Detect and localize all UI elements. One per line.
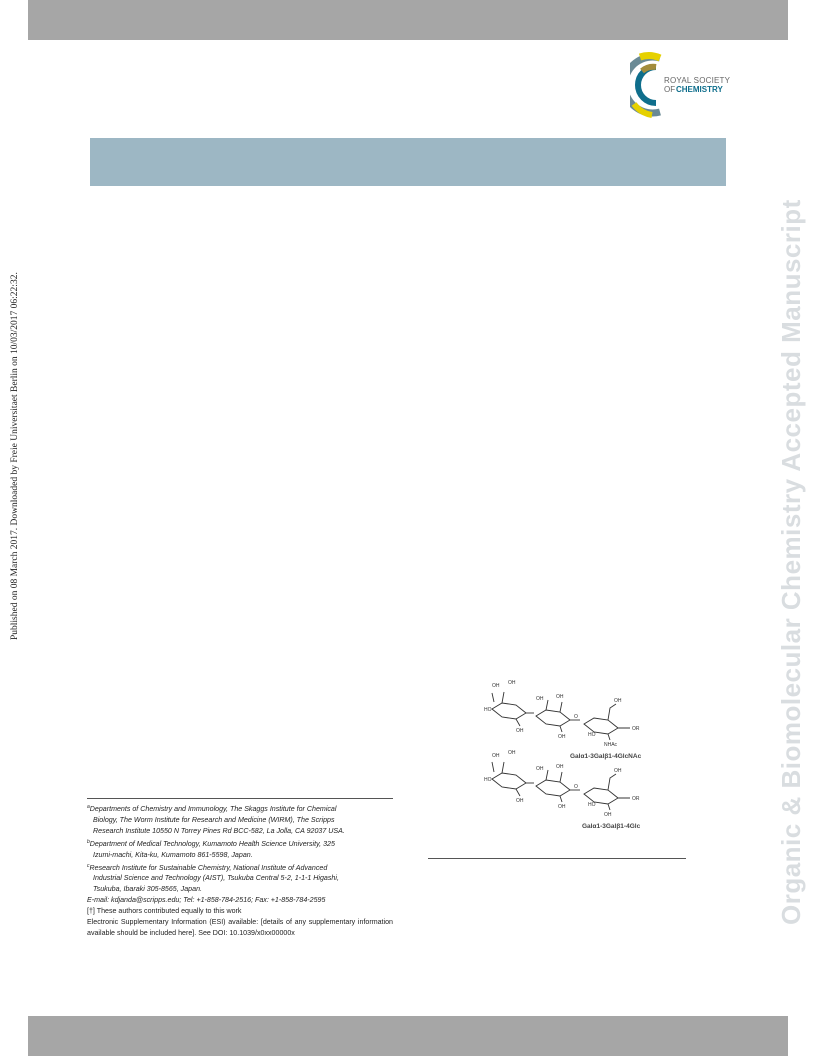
svg-text:OH: OH	[492, 683, 500, 689]
svg-text:OH: OH	[516, 798, 524, 804]
svg-text:OH: OH	[604, 812, 612, 818]
contact-email: E-mail: kdjanda@scripps.edu; Tel: +1-858-784-2516; Fax: +1-858-784-2595	[87, 896, 326, 905]
svg-text:HO: HO	[588, 732, 596, 738]
affiliations-footnote: $^a$Departments of Chemistry and Immunology, The Skaggs Institute for Chemical Biology, The Worm Institute for Research and Medicine (WIRM), The Scripps Research Institute 10550 N Torrey Pines Rd BCC-582, La Jolla, CA 92037 USA. $^b$Department of Medical Technology, Kumamoto Health Science University, 325 Izumi-machi, Kita-ku, Kumamoto 861-5598, Japan. $^c$Research Institute for Sustainable Chemistry, National Institute of Advanced Industrial Science and Technology (AIST), Tsukuba Central 5-2, 1-1-1 Higashi, Tsukuba, Ibaraki 305-8565, Japan. E-mail: kdjanda@scripps.edu; Tel: +1-858-784-2516; Fax: +1-858-784-2595 [†] These authors contributed equally to this work Electronic Supplementary Information (ESI) available: [details of any supplementary information available should be included here]. See DOI: 10.1039/x0xx00000x	[87, 804, 393, 937]
affiliation-c: $^c$Research Institute for Sustainable Chemistry, National Institute of Advanced	[87, 862, 328, 872]
glycan-structures-figure	[470, 672, 700, 837]
svg-text:OH: OH	[614, 768, 622, 774]
title-box	[90, 138, 726, 186]
logo-text-royal-society: ROYAL SOCIETY	[664, 76, 731, 85]
esi-note: Electronic Supplementary Information (ESI) available: [details of any supplementary information available should be included here]. See DOI: 10.1039/x0xx00000x	[87, 918, 393, 937]
svg-text:OH: OH	[492, 753, 500, 759]
rsc-logo	[630, 52, 740, 122]
svg-text:O: O	[574, 784, 578, 790]
svg-text:OR: OR	[632, 726, 640, 732]
header-band	[28, 0, 788, 40]
svg-text:NHAc: NHAc	[604, 742, 618, 748]
svg-text:OH: OH	[536, 766, 544, 772]
svg-text:HO: HO	[588, 802, 596, 808]
logo-text-chemistry: CHEMISTRY	[676, 85, 723, 94]
logo-text-of: OF	[664, 85, 676, 94]
svg-text:OH: OH	[508, 680, 516, 686]
svg-text:OH: OH	[508, 750, 516, 756]
svg-text:OH: OH	[516, 728, 524, 734]
affiliation-b: $^b$Department of Medical Technology, Kumamoto Health Science University, 325	[87, 838, 335, 848]
svg-text:OH: OH	[614, 698, 622, 704]
svg-text:HO: HO	[484, 777, 492, 783]
figure-rule	[428, 858, 686, 859]
svg-text:HO: HO	[484, 707, 492, 713]
glycan-caption-1: Galα1-3Galβ1-4GlcNAc	[570, 753, 642, 760]
svg-text:OH: OH	[558, 804, 566, 810]
svg-text:OH: OH	[556, 764, 564, 770]
footnote-rule	[87, 798, 393, 799]
glycan-caption-2: Galα1-3Galβ1-4Glc	[582, 823, 641, 830]
accepted-manuscript-watermark: Organic & Biomolecular Chemistry Accepted Manuscript	[776, 199, 806, 925]
svg-text:OH: OH	[536, 696, 544, 702]
download-note: Published on 08 March 2017. Downloaded by Freie Universitaet Berlin on 10/03/2017 06:22:32.	[10, 272, 20, 640]
svg-text:OH: OH	[558, 734, 566, 740]
footer-band	[28, 1016, 788, 1056]
svg-text:O: O	[574, 714, 578, 720]
equal-contribution-note: [†] These authors contributed equally to this work	[87, 907, 242, 916]
svg-text:OR: OR	[632, 796, 640, 802]
affiliation-a: $^a$Departments of Chemistry and Immunology, The Skaggs Institute for Chemical	[87, 804, 337, 813]
svg-text:OH: OH	[556, 694, 564, 700]
